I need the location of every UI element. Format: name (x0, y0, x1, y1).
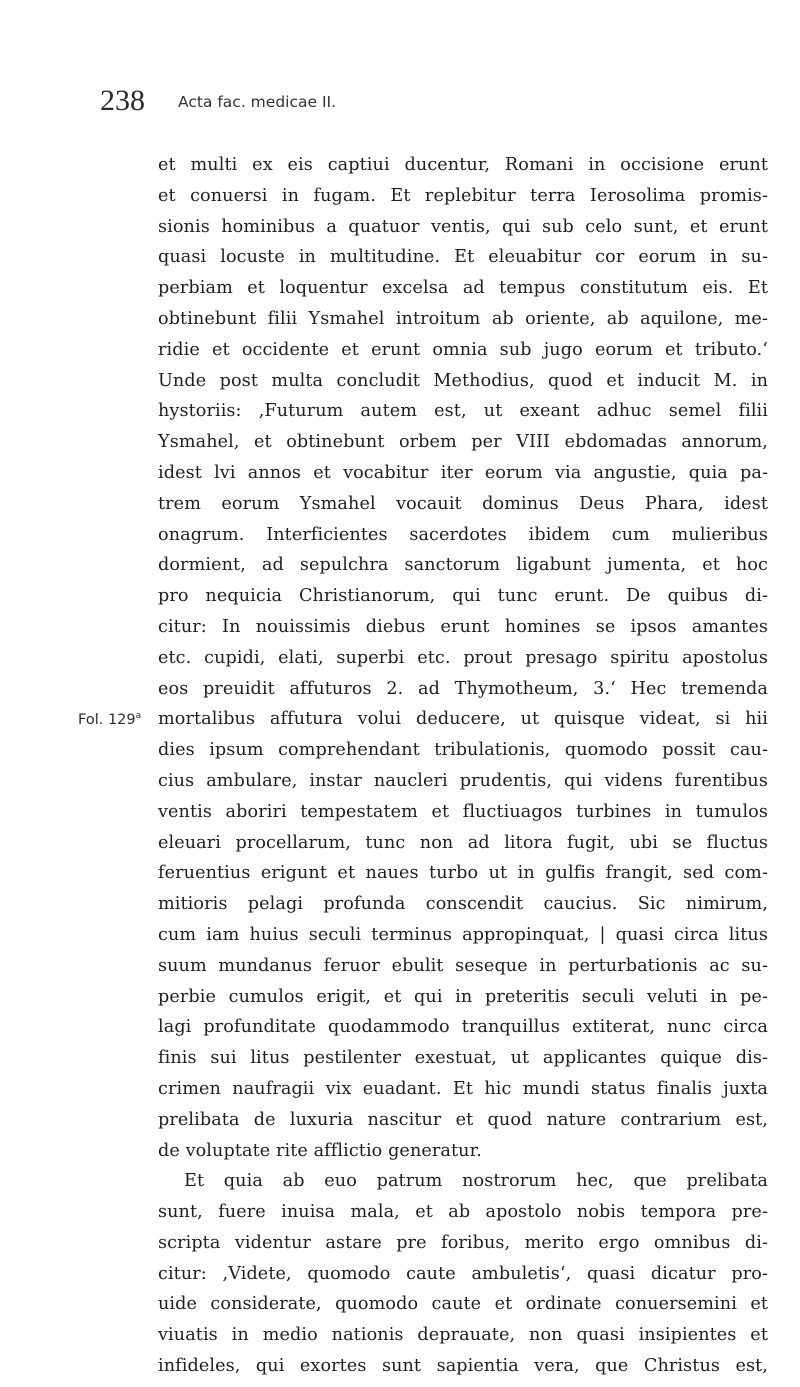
text-line: onagrum. Interficientes sacerdotes ibidem cum mulieribus (158, 524, 768, 545)
running-head: Acta fac. medicae II. (178, 93, 337, 111)
folio-side: a (135, 711, 142, 721)
text-line: eleuari procellarum, tunc non ad litora fugit, ubi se fluctus (158, 832, 768, 853)
text-line: Unde post multa concludit Methodius, quod et inducit M. in (158, 370, 768, 391)
text-line: prelibata de luxuria nascitur et quod nature contrarium est, (158, 1109, 768, 1130)
body-text (158, 150, 768, 1382)
text-line: uide considerate, quomodo caute et ordinate conuersemini et (158, 1294, 768, 1315)
folio-margin-note (78, 706, 141, 730)
text-line: lagi profunditate quodammodo tranquillus extiterat, nunc circa (158, 1017, 768, 1038)
text-line: crimen naufragii vix euadant. Et hic mundi status finalis juxta (158, 1078, 768, 1099)
text-line: et multi ex eis captiui ducentur, Romani in occisione erunt (158, 155, 768, 175)
text-line: hystoriis: ,Futurum autem est, ut exeant adhuc semel filii (158, 401, 768, 422)
text-line: trem eorum Ysmahel vocauit dominus Deus Phara, idest (158, 493, 768, 514)
text-line: ventis aboriri tempestatem et fluctiuagos turbines in tumulos (158, 801, 768, 822)
text-line: sunt, fuere inuisa mala, et ab apostolo nobis tempora pre- (158, 1202, 768, 1223)
text-line: idest lvi annos et vocabitur iter eorum via angustie, quia pa- (158, 462, 768, 483)
text-line: perbie cumulos erigit, et qui in preteritis seculi veluti in pe- (158, 986, 768, 1007)
text-line: dormient, ad sepulchra sanctorum ligabunt jumenta, et hoc (158, 555, 768, 576)
text-line: feruentius erigunt et naues turbo ut in gulfis frangit, sed com- (158, 863, 768, 884)
text-line: Et quia ab euo patrum nostrorum hec, que prelibata (184, 1171, 768, 1192)
text-line: de voluptate rite afflictio generatur. (158, 1140, 482, 1161)
folio-label: Fol. 129 (78, 712, 136, 728)
text-line: pro nequicia Christianorum, qui tunc erunt. De quibus di- (158, 586, 768, 607)
text-line: mortalibus affutura volui deducere, ut quisque videat, si hii (158, 709, 768, 730)
text-line: sionis hominibus a quatuor ventis, qui sub celo sunt, et erunt (158, 216, 768, 237)
text-line: scripta videntur astare pre foribus, merito ergo omnibus di- (158, 1232, 768, 1253)
text-line: obtinebunt filii Ysmahel introitum ab oriente, ab aquilone, me- (158, 308, 768, 329)
text-line: infideles, qui exortes sunt sapientia vera, que Christus est, (158, 1356, 768, 1377)
text-line: perbiam et loquentur excelsa ad tempus constitutum eis. Et (158, 278, 768, 299)
text-line: mitioris pelagi profunda conscendit caucius. Sic nimirum, (158, 894, 768, 915)
text-line: citur: ,Videte, quomodo caute ambuletis‘, quasi dicatur pro- (158, 1263, 768, 1284)
text-line: et conuersi in fugam. Et replebitur terra Ierosolima promis- (158, 185, 768, 206)
text-line: dies ipsum comprehendant tribulationis, quomodo possit cau- (158, 740, 768, 761)
text-line: eos preuidit affuturos 2. ad Thymotheum, 3.‘ Hec tremenda (158, 678, 768, 699)
text-line: finis sui litus pestilenter exestuat, ut applicantes quique dis- (158, 1048, 768, 1069)
text-line: suum mundanus feruor ebulit seseque in perturbationis ac su- (158, 955, 768, 976)
text-line: cius ambulare, instar naucleri prudentis, qui videns furentibus (158, 770, 768, 791)
text-line: citur: In nouissimis diebus erunt homines se ipsos amantes (158, 616, 768, 637)
text-line: etc. cupidi, elati, superbi etc. prout presago spiritu apostolus (158, 647, 768, 668)
text-line: quasi locuste in multitudine. Et eleuabitur cor eorum in su- (158, 247, 768, 268)
text-line: ridie et occidente et erunt omnia sub jugo eorum et tributo.‘ (158, 339, 768, 360)
text-line: cum iam huius seculi terminus appropinquat, | quasi circa litus (158, 924, 768, 945)
text-line: Ysmahel, et obtinebunt orbem per VIII ebdomadas annorum, (158, 432, 768, 453)
page-number: 238 (100, 84, 145, 117)
text-line: viuatis in medio nationis deprauate, non quasi insipientes et (158, 1325, 768, 1346)
